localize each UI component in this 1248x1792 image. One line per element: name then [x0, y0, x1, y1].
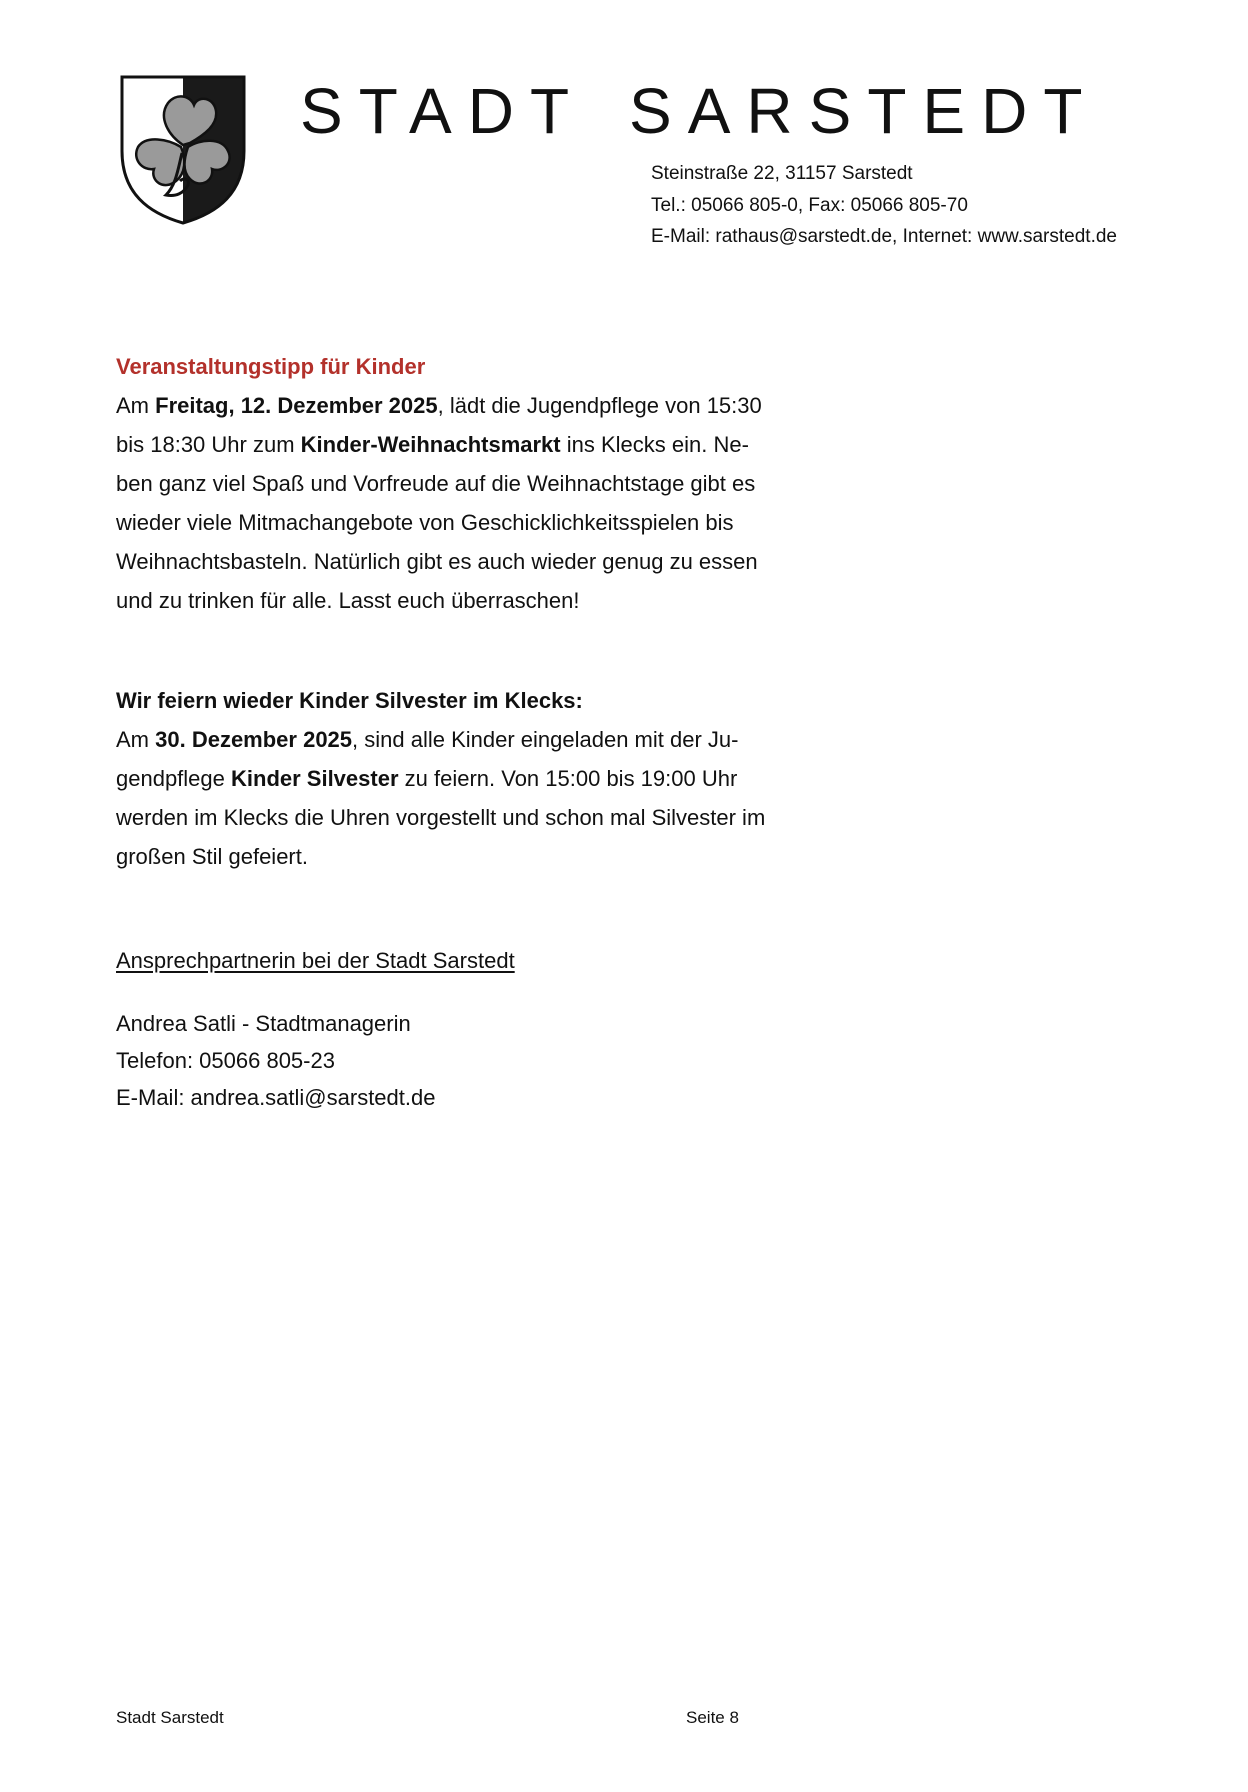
paragraph-line: Am 30. Dezember 2025, sind alle Kinder eingeladen mit der Ju-: [116, 727, 739, 752]
footer-org: Stadt Sarstedt: [116, 1708, 224, 1727]
section-heading: Wir feiern wieder Kinder Silvester im Klecks:: [116, 688, 583, 713]
paragraph-line: Weihnachtsbasteln. Natürlich gibt es auch wieder genug zu essen: [116, 549, 758, 574]
event-section-new-years-eve: [116, 681, 816, 876]
email-web-line: E-Mail: rathaus@sarstedt.de, Internet: www.sarstedt.de: [651, 226, 1117, 247]
paragraph-line: ben ganz viel Spaß und Vorfreude auf die Weihnachtstage gibt es: [116, 471, 756, 496]
paragraph-line: bis 18:30 Uhr zum Kinder-Weihnachtsmarkt ins Klecks ein. Ne-: [116, 432, 749, 457]
paragraph-line: großen Stil gefeiert.: [116, 844, 308, 869]
paragraph-line: und zu trinken für alle. Lasst euch überraschen!: [116, 588, 580, 613]
contact-heading: Ansprechpartnerin bei der Stadt Sarstedt: [116, 948, 515, 973]
contact-name: Andrea Satli - Stadtmanagerin: [116, 1011, 411, 1036]
event-section-christmas-market: [116, 347, 816, 620]
masthead-title: [300, 66, 1160, 156]
phone-line: Tel.: 05066 805-0, Fax: 05066 805-70: [651, 194, 968, 216]
page-number: Seite 8: [686, 1708, 739, 1727]
paragraph-line: wieder viele Mitmachangebote von Geschicklichkeitsspielen bis: [116, 510, 734, 535]
address-block: [651, 158, 1117, 253]
contact-section: [116, 942, 816, 1116]
contact-phone: Telefon: 05066 805-23: [116, 1048, 335, 1073]
coat-of-arms-logo: [118, 73, 248, 225]
contact-email: E-Mail: andrea.satli@sarstedt.de: [116, 1085, 436, 1110]
paragraph-line: Am Freitag, 12. Dezember 2025, lädt die Jugendpflege von 15:30: [116, 393, 762, 418]
paragraph-line: werden im Klecks die Uhren vorgestellt und schon mal Silvester im: [116, 805, 766, 830]
section-heading: Veranstaltungstipp für Kinder: [116, 354, 426, 379]
paragraph-line: gendpflege Kinder Silvester zu feiern. Von 15:00 bis 19:00 Uhr: [116, 766, 738, 791]
address-line: Steinstraße 22, 31157 Sarstedt: [651, 163, 913, 184]
masthead-word-sarstedt: SARSTEDT: [629, 75, 1099, 147]
masthead-word-stadt: STADT: [300, 75, 586, 147]
